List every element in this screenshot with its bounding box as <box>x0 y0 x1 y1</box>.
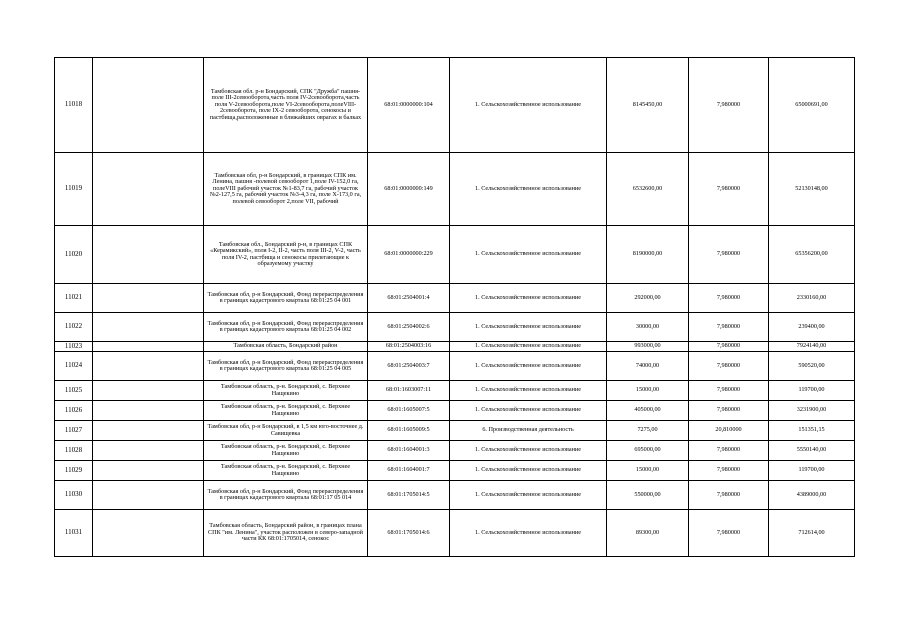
rate-cell: 7,980000 <box>689 481 769 510</box>
cadastral-number-cell: 68:01:1705014:5 <box>368 481 450 510</box>
area-cell: 695000,00 <box>607 441 689 461</box>
row-number: 11021 <box>55 284 93 313</box>
area-cell: 550000,00 <box>607 481 689 510</box>
area-cell: 7275,00 <box>607 421 689 441</box>
empty-cell <box>93 401 204 421</box>
address-cell: Тамбовская обл, р-н Бондарский, Фонд перераспределения в границах кадастрового квартала 68:01:25 04 002 <box>204 313 368 342</box>
row-number: 11018 <box>55 58 93 153</box>
table-row <box>55 381 855 401</box>
table-row <box>55 401 855 421</box>
row-number: 11019 <box>55 153 93 226</box>
row-number: 11030 <box>55 481 93 510</box>
row-number: 11029 <box>55 461 93 481</box>
cadastral-number-cell: 68:01:2504002:6 <box>368 313 450 342</box>
cadastral-number-cell: 68:01:1603007:11 <box>368 381 450 401</box>
table-row <box>55 284 855 313</box>
land-use-cell: 1. Сельскохозяйственное использование <box>450 313 607 342</box>
table-row <box>55 421 855 441</box>
rate-cell: 7,980000 <box>689 342 769 352</box>
land-use-cell: 1. Сельскохозяйственное использование <box>450 153 607 226</box>
cadastral-value-cell: 7924140,00 <box>769 342 855 352</box>
row-number: 11027 <box>55 421 93 441</box>
empty-cell <box>93 58 204 153</box>
cadastral-value-cell: 4389000,00 <box>769 481 855 510</box>
address-cell: Тамбовская область, Бондарский район <box>204 342 368 352</box>
land-use-cell: 1. Сельскохозяйственное использование <box>450 226 607 284</box>
cadastral-number-cell: 68:01:2504003:7 <box>368 352 450 381</box>
area-cell: 30000,00 <box>607 313 689 342</box>
empty-cell <box>93 153 204 226</box>
cadastral-number-cell: 68:01:1605009:5 <box>368 421 450 441</box>
cadastral-number-cell: 68:01:1604001:7 <box>368 461 450 481</box>
table-row <box>55 58 855 153</box>
area-cell: 89300,00 <box>607 510 689 557</box>
empty-cell <box>93 510 204 557</box>
area-cell: 15000,00 <box>607 381 689 401</box>
table-row <box>55 461 855 481</box>
area-cell: 8145450,00 <box>607 58 689 153</box>
area-cell: 74000,00 <box>607 352 689 381</box>
row-number: 11022 <box>55 313 93 342</box>
land-use-cell: 1. Сельскохозяйственное использование <box>450 481 607 510</box>
land-use-cell: 1. Сельскохозяйственное использование <box>450 461 607 481</box>
table-row <box>55 342 855 352</box>
address-cell: Тамбовская обл, р-н Бондарский, Фонд перераспределения в границах кадастрового квартала 68:01:25 04 001 <box>204 284 368 313</box>
cadastral-value-cell: 590520,00 <box>769 352 855 381</box>
address-cell: Тамбовская обл, р-н Бондарский, Фонд перераспределения в границах кадастрового квартала 68:01:17 05 014 <box>204 481 368 510</box>
address-cell: Тамбовская область, р-н. Бондарский, с. Верхнее Нащекино <box>204 461 368 481</box>
cadastral-number-cell: 68:01:1705014:6 <box>368 510 450 557</box>
cadastral-number-cell: 68:01:1605007:5 <box>368 401 450 421</box>
land-use-cell: 1. Сельскохозяйственное использование <box>450 342 607 352</box>
cadastral-value-cell: 52130148,00 <box>769 153 855 226</box>
land-use-cell: 1. Сельскохозяйственное использование <box>450 381 607 401</box>
area-cell: 405000,00 <box>607 401 689 421</box>
area-cell: 993000,00 <box>607 342 689 352</box>
empty-cell <box>93 352 204 381</box>
empty-cell <box>93 461 204 481</box>
empty-cell <box>93 284 204 313</box>
empty-cell <box>93 226 204 284</box>
cadastral-value-cell: 65356200,00 <box>769 226 855 284</box>
cadastral-value-cell: 2330160,00 <box>769 284 855 313</box>
empty-cell <box>93 441 204 461</box>
cadastral-number-cell: 68:01:1604001:3 <box>368 441 450 461</box>
row-number: 11025 <box>55 381 93 401</box>
empty-cell <box>93 421 204 441</box>
cadastral-number-cell: 68:01:2504001:4 <box>368 284 450 313</box>
row-number: 11026 <box>55 401 93 421</box>
rate-cell: 7,980000 <box>689 441 769 461</box>
rate-cell: 7,980000 <box>689 461 769 481</box>
rate-cell: 7,980000 <box>689 381 769 401</box>
land-use-cell: 1. Сельскохозяйственное использование <box>450 284 607 313</box>
land-use-cell: 1. Сельскохозяйственное использование <box>450 401 607 421</box>
cadastral-value-cell: 65000691,00 <box>769 58 855 153</box>
rate-cell: 7,980000 <box>689 313 769 342</box>
area-cell: 8190000,00 <box>607 226 689 284</box>
empty-cell <box>93 481 204 510</box>
row-number: 11023 <box>55 342 93 352</box>
table-row <box>55 153 855 226</box>
cadastral-value-cell: 3231900,00 <box>769 401 855 421</box>
address-cell: Тамбовская область, р-н. Бондарский, с. Верхнее Нащекино <box>204 381 368 401</box>
address-cell: Тамбовская область, Бондарский район, в границах плана СПК "им. Ленина", участок расположен в северо-западной части КК 68:01:1705014, сенокос <box>204 510 368 557</box>
cadastral-number-cell: 68:01:0000000:229 <box>368 226 450 284</box>
rate-cell: 7,980000 <box>689 401 769 421</box>
rate-cell: 7,980000 <box>689 284 769 313</box>
address-cell: Тамбовская обл, р-н Бондарский, в границах СПК им. Ленина, пашня -полевой севооборот 1,поле IV-152,0 га, полеVIII рабочий участок №1-83,7 га, рабочий участок №2-127,5 га, рабочий участок №3-4,3 га, поле X-173,0 га, полевой севооборот 2,поле VII, рабочий <box>204 153 368 226</box>
area-cell: 15000,00 <box>607 461 689 481</box>
area-cell: 292000,00 <box>607 284 689 313</box>
cadastral-value-cell: 5550140,00 <box>769 441 855 461</box>
table-row <box>55 510 855 557</box>
area-cell: 6532600,00 <box>607 153 689 226</box>
empty-cell <box>93 342 204 352</box>
address-cell: Тамбовская область, р-н. Бондарский, с. Верхнее Нащекино <box>204 441 368 461</box>
rate-cell: 20,810000 <box>689 421 769 441</box>
cadastral-value-cell: 151351,15 <box>769 421 855 441</box>
address-cell: Тамбовская обл, р-н Бондарский, Фонд перераспределения в границах кадастрового квартала 68:01:25 04 005 <box>204 352 368 381</box>
rate-cell: 7,980000 <box>689 510 769 557</box>
land-use-cell: 1. Сельскохозяйственное использование <box>450 441 607 461</box>
address-cell: Тамбовская обл, р-н Бондарский, в 1,5 км юго-восточнее д. Савищевка <box>204 421 368 441</box>
land-use-cell: 1. Сельскохозяйственное использование <box>450 510 607 557</box>
land-use-cell: 1. Сельскохозяйственное использование <box>450 58 607 153</box>
rate-cell: 7,980000 <box>689 352 769 381</box>
land-use-cell: 6. Производственная деятельность <box>450 421 607 441</box>
cadastral-number-cell: 68:01:0000000:149 <box>368 153 450 226</box>
cadastral-value-cell: 712614,00 <box>769 510 855 557</box>
cadastral-value-cell: 119700,00 <box>769 381 855 401</box>
address-cell: Тамбовская обл., Бондарский р-н, в границах СПК «Керамикский», поля I-2, II-2, часть поля III-2, V-2, часть поля IV-2, пастбища и сенокосы прилегающие к образуемому участку <box>204 226 368 284</box>
row-number: 11020 <box>55 226 93 284</box>
table-row <box>55 441 855 461</box>
cadastral-number-cell: 68:01:0000000:104 <box>368 58 450 153</box>
table-row <box>55 226 855 284</box>
rate-cell: 7,980000 <box>689 153 769 226</box>
table-row <box>55 352 855 381</box>
land-valuation-table <box>54 57 855 557</box>
land-use-cell: 1. Сельскохозяйственное использование <box>450 352 607 381</box>
rate-cell: 7,980000 <box>689 58 769 153</box>
table-row <box>55 313 855 342</box>
cadastral-number-cell: 68:01:2504003:16 <box>368 342 450 352</box>
address-cell: Тамбовская область, р-н. Бондарский, с. Верхнее Нащекино <box>204 401 368 421</box>
rate-cell: 7,980000 <box>689 226 769 284</box>
address-cell: Тамбовская обл. р-н Бондарский, СПК "Дружба" пашня-поле III-2севооборота,часть поля IV-2севооборота,часть поля V-2севооборота,поле VI-2севооборота,полеVIII-2севооборота, поле IX-2 севооборота, сенокосы и пастбища,расположенные в ближайших оврагах и балках <box>204 58 368 153</box>
empty-cell <box>93 381 204 401</box>
cadastral-value-cell: 239400,00 <box>769 313 855 342</box>
cadastral-value-cell: 119700,00 <box>769 461 855 481</box>
empty-cell <box>93 313 204 342</box>
table-row <box>55 481 855 510</box>
row-number: 11024 <box>55 352 93 381</box>
row-number: 11028 <box>55 441 93 461</box>
row-number: 11031 <box>55 510 93 557</box>
